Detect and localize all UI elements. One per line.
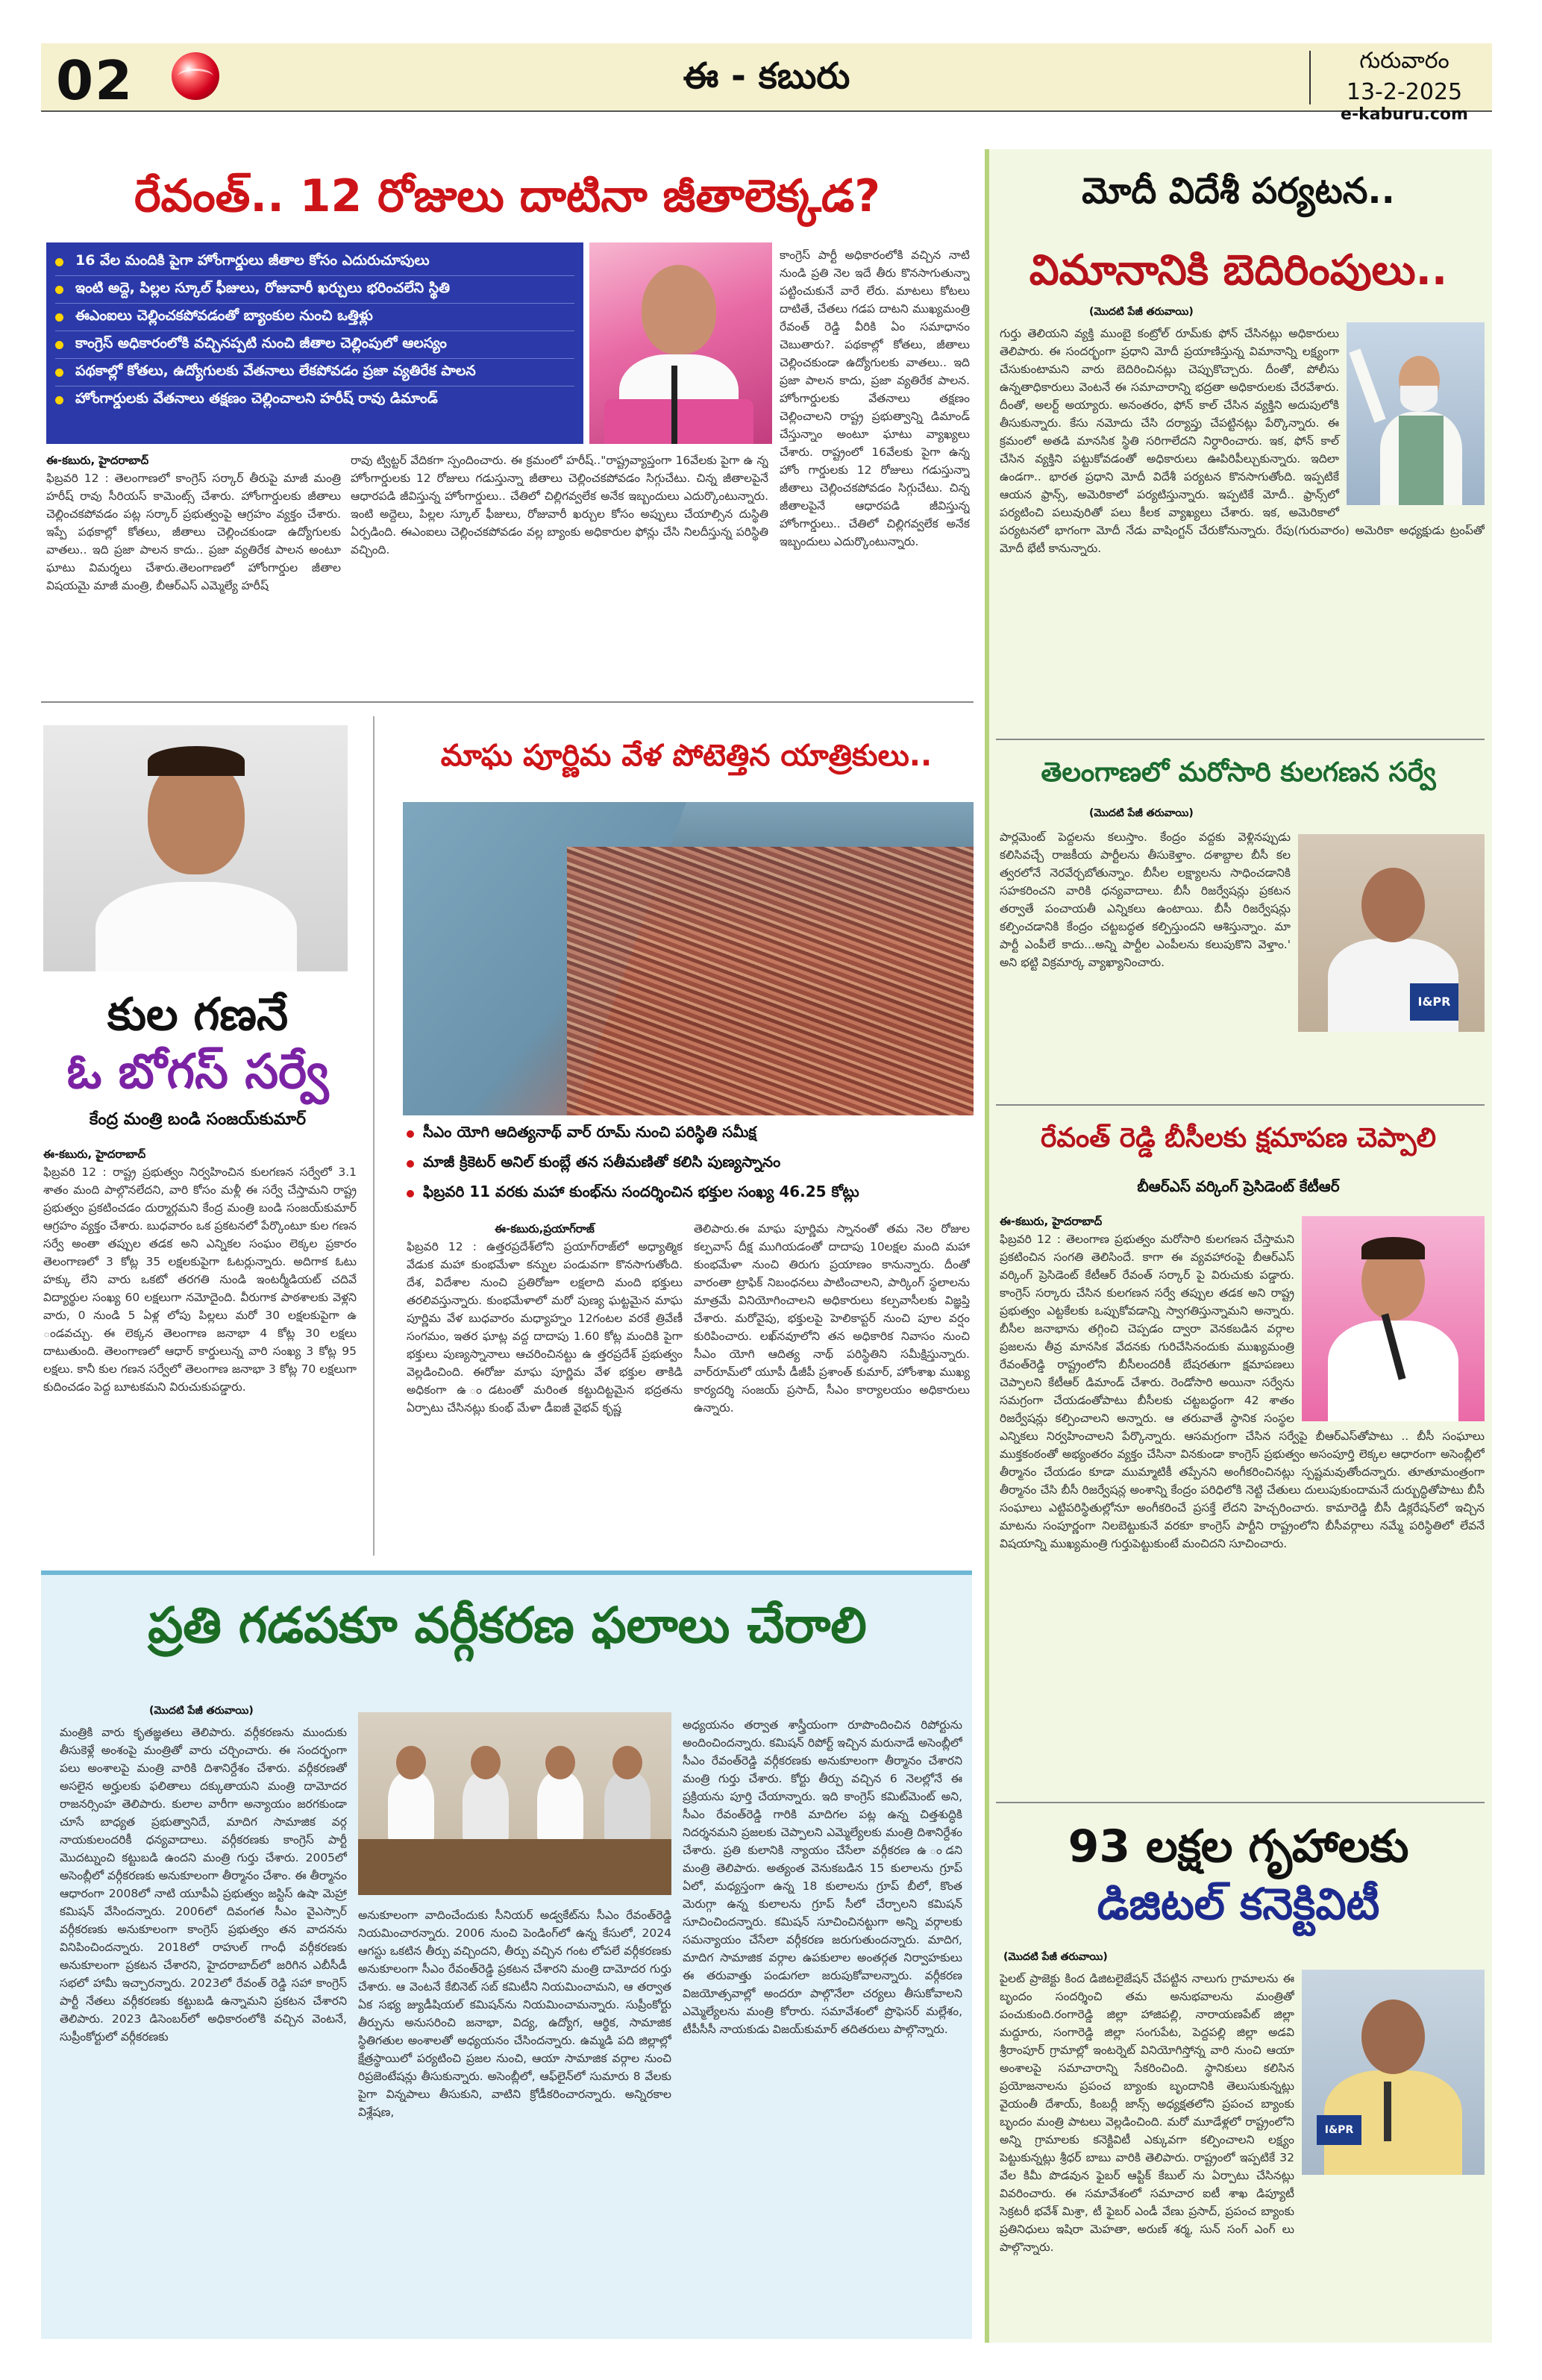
bhatti-vikramarka-photo bbox=[1298, 834, 1485, 1032]
column-divider bbox=[373, 716, 374, 1556]
caste-survey-headline-line1: కుల గణనే bbox=[107, 989, 289, 1041]
lead-bullet: ఇంటి అద్దె, పిల్లల స్కూల్ ఫీజులు, రోజువారీ ఖర్చులు భరించలేని స్థితి bbox=[55, 276, 574, 304]
masthead-url[interactable]: e-kaburu.com bbox=[1341, 105, 1468, 124]
lead-bullet: ఈఎంఐలు చెల్లించకపోవడంతో బ్యాంకుల నుంచి ఒత్తిళ్లు bbox=[55, 304, 574, 331]
modi-photo-spacer bbox=[1339, 325, 1485, 511]
digital-headline-line2: డిజిటల్ కనెక్టివిటీ bbox=[1097, 1879, 1380, 1929]
masthead bbox=[41, 43, 1492, 124]
meeting-photo bbox=[358, 1712, 671, 1895]
page-number: 02 bbox=[56, 49, 134, 112]
telangana-headline: తెలంగాణలో మరోసారి కులగణన సర్వే bbox=[1041, 757, 1436, 788]
ktr-headline: రేవంత్ రెడ్డి బీసీలకు క్షమాపణ చెప్పాలి bbox=[1041, 1123, 1436, 1153]
sridhar-babu-photo bbox=[1302, 1970, 1485, 2175]
kumbh-dateline: ఈ-కబురు,ప్రయాగ్‌రాజ్ bbox=[495, 1222, 595, 1236]
caste-survey-body: ఫిబ్రవరి 12 : రాష్ట్ర ప్రభుత్వం నిర్వహించిన కులగణన సర్వేలో 3.1 శాతం మంది పాల్గొనలేదని, వారి కోసం మళ్లీ ఈ సర్వే చేస్తామని రాష్ట్ర ప్రభుత్వం ప్రకటించడం దుర్మార్గమని కేంద్ర మంత్రి బండి సంజయ్‌కుమార్ ఆగ్రహం వ్యక్తం చేశారు. బుధవారం ఒక ప్రకటనలో పేర్కొంటూ కుల గణన సర్వే అంతా తప్పుల తడక అని ఎన్నికల సంఘం లెక్కల ప్రకారం తెలంగాణలో 3 కోట్ల 35 లక్షలకుపైగా ఓటర్లున్నారు. అదిగాక ఓటు హక్కు లేని వారు ఒకటో తరగతి నుండి ఇంటర్మీడియట్ చదివే విద్యార్థుల సంఖ్య 60 లక్షలుగా నమోదైంది. వీరుగాక పాఠశాలకు వెళ్లని వారు, 0 నుండి 5 ఏళ్ల లోపు పిల్లలు మరో 30 లక్షలకుపైగా ఉ ండవచ్చు. ఈ లెక్కన తెలంగాణ జనాభా 4 కోట్ల 30 లక్షలు దాటుతుంది. తెలంగాణలో ఆధార్ కార్డులున్న వారి సంఖ్య 3 కోట్ల 95 లక్షలు. కానీ కుల గణన సర్వేలో తెలంగాణ జనాభా 3 కోట్ల 70 లక్షలుగా కుదించడం పెద్ద బూటకమని విరుచుకుపడ్డారు. bbox=[43, 1165, 357, 1394]
kumbh-article-col1 bbox=[407, 1220, 683, 1552]
bandi-sanjay-photo bbox=[43, 725, 348, 971]
digital-headline-line1: 93 లక్షల గృహాలకు bbox=[1068, 1820, 1409, 1873]
section-divider bbox=[41, 701, 974, 703]
bullet-dot-icon bbox=[55, 286, 63, 294]
bullet-dot-icon bbox=[407, 1160, 414, 1168]
kumbh-article-col2: తెలిపారు.ఈ మాఘ పూర్ణిమ స్నానంతో తమ నెల రోజుల కల్పవాస్ దీక్ష ముగియడంతో దాదాపు 10లక్షల మంది మహా కుంభమేళా నుంచి తిరుగు ప్రయాణం కానున్నారు. దీంతో వారంతా ట్రాఫిక్ నిబంధనలు పాటించాలని, పార్కింగ్ స్థలాలను మాత్రమే వినియోగించాలని అధికారులు కల్పవాసీలకు విజ్ఞప్తి చేశారు. మరోవైపు, భక్తులపై హెలికాప్టర్ నుంచి పూల వర్షం కురిపించారు. లఖ్‌నవూలోని తన అధికారిక నివాసం నుంచి సీఎం యోగి ఆదిత్య నాథ్ పరిస్థితిని సమీక్షిస్తున్నారు. వార్‌రూమ్‌లో యూపీ డీజీపీ ప్రశాంత్ కుమార్, హోంశాఖ ముఖ్య కార్యదర్శి సంజయ్ ప్రసాద్, సీఎం కార్యాలయం అధికారులు ఉన్నారు. bbox=[694, 1222, 970, 1415]
section-divider bbox=[996, 1802, 1485, 1803]
modi-headline-line1: మోదీ విదేశీ పర్యటన.. bbox=[1082, 170, 1395, 212]
kumbh-headline: మాఘ పూర్ణిమ వేళ పోటెత్తిన యాత్రికులు.. bbox=[440, 739, 933, 773]
lead-headline: రేవంత్.. 12 రోజులు దాటినా జీతాలెక్కడ? bbox=[134, 170, 881, 222]
modi-continuation-tag: (మొదటి పేజీ తరువాయి) bbox=[1089, 306, 1194, 318]
lead-bullet: కాంగ్రెస్ అధికారంలోకి వచ్చినప్పటి నుంచి జీతాల చెల్లింపులో ఆలస్యం bbox=[55, 331, 574, 359]
bullet-dot-icon bbox=[55, 369, 63, 377]
masthead-divider bbox=[1309, 51, 1311, 104]
caste-survey-article bbox=[43, 1145, 357, 1552]
section-divider bbox=[996, 739, 1485, 740]
masthead-date: 13-2-2025 bbox=[1346, 79, 1463, 105]
paper-name: ఈ - కబురు bbox=[683, 55, 850, 97]
classification-article-col1: మంత్రికి వారు కృతజ్ఞతలు తెలిపారు. వర్గీకరణను ముందుకు తీసుకెళ్లే అంశంపై మంత్రితో వారు చర్చించారు. ఈ సందర్భంగా పలు అంశాలపై మంత్రి వారికి దిశానిర్దేశం చేశారు. వర్గీకరణతో అసలైన అర్హులకు ఫలితాలు దక్కుతాయని మంత్రి దామోదర రాజనర్సింహ తెలిపారు. కులాల వారీగా అన్యాయం జరగకుండా చూసే బాధ్యత ప్రభుత్వానిదే, మాదిగ సామాజిక వర్గ నాయకులందరికీ ధన్యవాదాలు. వర్గీకరణకు కాంగ్రెస్ పార్టీ మొదట్నుంచి కట్టుబడి ఉందని మంత్రి గుర్తు చేశారు. 2005లో అసెంబ్లీలో వర్గీకరణకు అనుకూలంగా తీర్మానం చేశాం. ఈ తీర్మానం ఆధారంగా 2008లో నాటి యూపీఏ ప్రభుత్వం జస్టిస్ ఉషా మెహ్రా కమిషన్ వేసిందన్నారు. 2006లో దివంగత సీఎం వైఎస్సార్ వర్గీకరణకు అనుకూలంగా కాంగ్రెస్ ప్రభుత్వం తన వాదనను వినిపించిందన్నారు. 2018లో రాహుల్ గాంధీ వర్గీకరణకు అనుకూలంగా ప్రకటన చేశారని, హైదరాబాద్‌లో జరిగిన ఎబీసీడీ సభలో హామీ ఇచ్చారన్నారు. 2023లో రేవంత్ రెడ్డి సహా కాంగ్రెస్ పార్టీ నేతలు వర్గీకరణకు కట్టుబడి ఉన్నామని ప్రకటన చేశారని తెలిపారు. 2023 డిసెంబర్‌లో అధికారంలోకి వచ్చిన వెంటనే, సుప్రీంకోర్టులో వర్గీకరణకు bbox=[60, 1726, 347, 2044]
ktr-article bbox=[1000, 1212, 1485, 1787]
ipr-logo: I&PR bbox=[1317, 2115, 1361, 2145]
ktr-body: ఫిబ్రవరి 12 : తెలంగాణ ప్రభుత్వం మరోసారి కులగణన చేస్తామని ప్రకటించిన సంగతి తెలిసిందే. కాగా ఈ వ్యవహారంపై బీఆర్ఎస్ వర్కింగ్ ప్రెసిడెంట్ కేటీఆర్ రేవంత్ సర్కార్ పై విరుచుకు పడ్డారు. కాంగ్రెస్ సర్కారు చేసిన కులగణన సర్వే తప్పుల తడక అని రాష్ట్ర ప్రభుత్వం ఎట్టకేలకు ఒప్పుకోవడాన్ని స్వాగతిస్తున్నామని అన్నారు. బీసీల జనాభాను తగ్గించి చెప్పడం ద్వారా వెనకబడిన వర్గాల ప్రజలను తీవ్ర మానసిక వేదనకు గురిచేసినందుకు ముఖ్యమంత్రి రేవంత్‌రెడ్డి రాష్ట్రంలోని బీసీలందరికీ బేషరతుగా క్షమాపణలు చెప్పాలని కేటీఆర్ డిమాండ్ చేశారు. రెండోసారి అయినా సర్వేను సమగ్రంగా చేయడంతోపాటు బీసీలకు చట్టబద్ధంగా 42 శాతం రిజర్వేషన్లు కల్పించాలని అన్నారు. ఆ తరువాతే స్థానిక సంస్థల ఎన్నికలు నిర్వహించాలని పేర్కొన్నారు. ఆసమగ్రంగా చేసిన సర్వేపై బీఆర్ఎస్‌తోపాటు .. బీసీ సంఘాలు ముక్తకంఠంతో అభ్యంతరం వ్యక్తం చేసినా వినకుండా కాంగ్రెస్ ప్రభుత్వం అసంపూర్తి లెక్కల ఆధారంగా అసెంబ్లీలో తీర్మానం చేయడం కూడా ముమ్మాటికీ తప్పేనని అంగీకరించినట్లు స్పష్టమవుతోందన్నారు. తూతూమంత్రంగా తీర్మానం చేసి బీసీ రిజర్వేషన్ల అంశాన్ని కేంద్రం పరిధిలోకి నెట్టి చేతులు దులుపుకుందామనే దుర్బుద్ధితోపాటు బీసీ సంఘాలు ఎట్టిపరిస్థితుల్లోనూ అంగీకరించే ప్రసక్తే లేదని హెచ్చరించారు. కామారెడ్డి బీసీ డిక్లరేషన్‌లో ఇచ్చిన మాటను సంపూర్ణంగా నిలబెట్టుకునే వరకూ కాంగ్రెస్ పార్టీని రాష్ట్రంలోని బీసీవర్గాలు నమ్మే పరిస్థితిలో లేవనే విషయాన్ని ముఖ్యమంత్రి గుర్తుపెట్టుకుంటే మంచిదని సూచించారు. bbox=[1000, 1233, 1485, 1550]
modi-headline-line2: విమానానికి బెదిరింపులు.. bbox=[1029, 246, 1448, 295]
kumbh-crowd-photo bbox=[403, 802, 974, 1115]
lead-article-col2: రావు ట్విట్టర్ వేదికగా స్పందించారు. ఈ క్రమంలో హరీష్.."రాష్ట్రవ్యాప్తంగా 16వేలకు పైగా ఉ న్న హోంగార్డులకు 12 రోజులు గడుస్తున్నా జీతాలు చెల్లించకపోవడం సిగ్గుచేటు. చిన్న జీతాలపైనే ఆధారపడి జీవిస్తున్న హోంగార్డులు.. చేతిలో చిల్లిగవ్వలేక అనేక ఇబ్బందులు ఎదుర్కొంటున్నారు. ఇంటి అద్దెలు, పిల్లల స్కూల్ ఫీజులు, రోజువారీ ఖర్చుల కోసం అప్పులు చేయాల్సిన దుస్థితి ఏర్పడింది. ఈఎంఐలు చెల్లించకపోవడం వల్ల బ్యాంకు అధికారుల ఫోన్లు చేసి నిలదీస్తున్న పరిస్థితి వచ్చింది. bbox=[351, 454, 768, 557]
caste-survey-dateline: ఈ-కబురు, హైదరాబాద్ bbox=[43, 1147, 146, 1161]
bullet-dot-icon bbox=[55, 396, 63, 404]
harish-rao-photo bbox=[589, 242, 772, 444]
modi-article bbox=[1000, 325, 1485, 727]
masthead-date-block bbox=[1324, 48, 1485, 124]
lead-body-1: ఫిబ్రవరి 12 : తెలంగాణలో కాంగ్రెస్ సర్కార్ తీరుపై మాజీ మంత్రి హరీష్ రావు సీరియస్ కామెంట్స్ చేశారు. హోంగార్డులకు జీతాలు చెల్లించకపోవడం పట్ల సర్కార్ ప్రభుత్వంపై ఆగ్రహం వ్యక్తం చేశారు. ఇప్పే పథకాల్లో కోతలు, జీతాలు చెల్లించకుండా ఉద్యోగులకు వాతలు.. ఇది ప్రజా పాలన కాదు.. ప్రజా వ్యతిరేక పాలన అంటూ ఘాటు విమర్శలు చేశారు.తెలంగాణలో హోంగార్డుల జీతాల విషయమై మాజీ మంత్రి, బీఆర్ఎస్ ఎమ్మెల్యే హరీష్ bbox=[46, 472, 341, 592]
classification-article-col3: అధ్యయనం తర్వాత శాస్త్రీయంగా రూపొందించిన రిపోర్టును అందించిందన్నారు. కమిషన్ రిపోర్ట్ ఇచ్చిన మరునాడే అసెంబ్లీలో సీఎం రేవంత్‌రెడ్డి వర్గీకరణకు అనుకూలంగా తీర్మానం చేశారని మంత్రి గుర్తు చేశారు. కోర్టు తీర్పు వచ్చిన 6 నెలల్లోనే ఈ ప్రక్రియను పూర్తి చేయాన్నారు. ఇది కాంగ్రెస్ కమిట్‌మెంట్ అని, సీఎం రేవంత్‌రెడ్డి గారికి మాదిగల పట్ల ఉన్న చిత్తశుద్ధికి నిదర్శనమని ప్రజలకు చెప్పాలని ఎమ్మెల్యేలకు మంత్రి దిశానిర్దేశం చేశారు. ప్రతి కులానికి న్యాయం చేసేలా వర్గీకరణ ఉ ండని మంత్రి తెలిపారు. అత్యంత వెనుకబడిన 15 కులాలను గ్రూప్ ఏ‌లో, మధ్యస్తంగా ఉన్న 18 కులాలను గ్రూప్ బీ‌లో, కొంత మెరుగ్గా ఉన్న కులాలను గ్రూప్ సీ‌లో చేర్చాలని కమిషన్ సూచించిందన్నారు. కమిషన్ సూచించినట్టుగా అన్ని వర్గాలకు సమన్యాయం చేసేలా వర్గీకరణ జరుగుతుందన్నారు. మాదిగ, మాదిగ సామాజిక వర్గాల ఉపకులాల అంతర్గత నిర్వాహకులు ఈ తరువాత్తు పండుగలా జరుపుకోవాలన్నారు. వర్గీకరణ విజయోత్సవాల్లో అందరూ పాల్గొనేలా చర్యలు తీసుకోవాలని ఎమ్మెల్యేలను మంత్రి కోరారు. సమావేశంలో ప్రొఫెసర్ మల్లేశం, టీపీసీసీ నాయకుడు విజయ్‌కుమార్ తదితరులు పాల్గొన్నారు. bbox=[683, 1718, 962, 2036]
ktr-dateline: ఈ-కబురు, హైదరాబాద్ bbox=[1000, 1215, 1103, 1228]
telangana-article: పార్లమెంట్ పెద్దలను కలుస్తాం. కేంద్రం వద్దకు వెళ్లినప్పుడు కలిసివచ్చే రాజకీయ పార్టీలను తీసుకెళ్తాం. దశాబ్దాల బీసీ కల త్వరలోనే నెరవేర్చబోతున్నాం. బీసీల లక్ష్యాలను సాధించడానికి సహకరించని వారికి ధన్యవాదాలు. బీసీ రిజర్వేషన్లు ప్రకటన తర్వాతే పంచాయతీ ఎన్నికలు ఉంటాయి. బీసీ రిజర్వేషన్లు కల్పించడానికి కేంద్రం చట్టబద్ధత కల్పిస్తుందని ఆశిస్తున్నాం. మా పార్టీ ఎంపీలే కాదు...అన్ని పార్టీల ఎంపీలను కలుపుకొని వెళ్తాం.' అని భట్టి విక్రమార్క వ్యాఖ్యానించారు. bbox=[1000, 830, 1291, 969]
lead-bullet: 16 వేల మందికి పైగా హోంగార్డులు జీతాల కోసం ఎదురుచూపులు bbox=[55, 248, 574, 276]
bullet-dot-icon bbox=[407, 1130, 414, 1138]
kumbh-bullet: ఫిబ్రవరి 11 వరకు మహా కుంభ్‌ను సందర్శించిన భక్తుల సంఖ్య 46.25 కోట్లు bbox=[407, 1183, 859, 1204]
digital-article: పైలట్ ప్రాజెక్టు కింద డిజిటలైజేషన్ చేపట్టిన నాలుగు గ్రామాలను ఈ బృందం సందర్శించి తమ అనుభవాలను మంత్రితో పంచుకుంది.రంగారెడ్డి జిల్లా హాజిపల్లి, నారాయణపేట్ జిల్లా మద్దూరు, సంగారెడ్డి జిల్లా సంగుపేట, పెద్దపల్లి జిల్లా అడవి శ్రీరాంపూర్ గ్రామాల్లో ఇంటర్నెట్ వినియోగిస్తోన్న వారి నుంచి ఆయా అంశాలపై సమాచారాన్ని సేకరించింది. స్థానికులు కలిసిన ప్రయోజనాలను ప్రపంచ బ్యాంకు బృందానికి తెలుసుకున్నట్లు వైయంతీ దేశాయ్, కింబర్లీ జాన్స్ అధ్యక్షతలోని ప్రపంచ బ్యాంకు బృందం మంత్రి పాటలు వెల్లడించింది. మరో మూడేళ్లలో రాష్ట్రంలోని అన్ని గ్రామాలకు కనెక్టివిటీ ఎక్కువగా కల్పించాలని లక్ష్యం పెట్టుకున్నట్లు శ్రీధర్ బాబు వారికి తెలిపారు. రాష్ట్రంలో ఇప్పటికే 32 వేల కిమీ పొడవున ఫైబర్ ఆప్టిక్ కేబుల్ ను ఏర్పాటు చేసినట్లు వివరించారు. ఈ సమావేశంలో సమాచార ఐటీ శాఖ డిప్యూటీ సెక్రటరీ భవేశ్ మిశ్రా, టీ ఫైబర్ ఎండీ వేణు ప్రసాద్, ప్రపంచ బ్యాంకు ప్రతినిధులు ఇషిరా మెహతా, అరుణ్ శర్మ, సున్ సంగ్ ఎంగ్ లు పాల్గొన్నారు. bbox=[1000, 1972, 1294, 2254]
bullet-dot-icon bbox=[55, 258, 63, 266]
modi-body: గుర్తు తెలియని వ్యక్తి ముంబై కంట్రోల్ రూమ్‌కు ఫోన్ చేసినట్లు అధికారులు తెలిపారు. ఈ సందర్భంగా ప్రధాని మోదీ ప్రయాణిస్తున్న విమానాన్ని లక్ష్యంగా చేసుకుంటామని వారు బెదిరించినట్లు చెప్పుకొచ్చారు. దీంతో, పోలీసు ఉన్నతాధికారులు వెంటనే ఈ సమాచారాన్ని భద్రతా అధికారులకు చేరవేశారు. దీంతో, అలర్ట్ అయ్యారు. అనంతరం, ఫోన్ కాల్ చేసిన వ్యక్తిని అదుపులోకి తీసుకున్నారు. కేసు నమోదు చేసి దర్యాప్తు చేపట్టినట్లు పేర్కొన్నారు. ఈ క్రమంలో అతడి మానసిక స్థితి సరిగాలేదని నిర్ధారించారు. ఇక, ఫోన్ కాల్ చేసిన వ్యక్తిని పట్టుకోవడంతో అధికారులు ఊపిరిపీల్చుకున్నారు. ఇదిలా ఉండగా.. భారత ప్రధాని మోదీ విదేశీ పర్యటన కొనసాగుతోంది. ఇప్పటికే ఆయన ఫ్రాన్స్, అమెరికాలో పర్యటిస్తున్నారు. ఇప్పటికే మోదీ.. ఫ్రాన్స్‌లో పర్యటించి పలువురితో పలు కీలక వ్యాఖ్యలు చేశారు. ఇక, అమెరికాలో పర్యటనలో భాగంగా మోదీ నేడు వాషింగ్టన్ చేరుకోనున్నారు. రేపు(గురువారం) అమెరికా అధ్యక్షుడు ట్రంప్‌తో మోదీ భేటీ కానున్నారు. bbox=[1000, 327, 1485, 555]
lead-bullet-box bbox=[46, 242, 583, 444]
bullet-dot-icon bbox=[55, 313, 63, 322]
classification-article-col2: అనుకూలంగా వాదించేందుకు సీనియర్ అడ్వకేట్‌ను సీఎం రేవంత్‌రెడ్డి నియమించారన్నారు. 2006 నుంచి పెండింగ్‌లో ఉన్న కేసులో, 2024 ఆగస్టు ఒకటిన తీర్పు వచ్చిందని, తీర్పు వచ్చిన గంట లోపలే వర్గీకరణకు అనుకూలంగా సీఎం రేవంత్‌రెడ్డి ప్రకటన చేశారని మంత్రి దామోదర గుర్తు చేశారు. ఆ వెంటనే కేబినెట్ సబ్ కమిటీని నియమించామని, ఆ తర్వాత ఏక సభ్య జ్యుడీషియల్ కమిషన్‌ను నియమించామన్నారు. సుప్రీంకోర్టు తీర్పును అనుసరించి జనాభా, విద్య, ఉద్యోగ, ఆర్థిక, సామాజిక స్థితిగతుల అంశాలతో అధ్యయనం చేసిందన్నారు. ఉమ్మడి పది జిల్లాల్లో క్షేత్రస్థాయిలో పర్యటించి ప్రజల నుంచి, ఆయా సామాజిక వర్గాల నుంచి రిప్రజెంటేషన్లు తీసుకున్నారు. అసెంబ్లీలో, ఆఫ్‌లైన్‌లో సుమారు 8 వేలకు పైగా విన్నపాలు తీసుకుని, వాటిని క్రోడీకరించారన్నారు. అన్నిరకాల విశ్లేషణ, bbox=[358, 1908, 671, 2119]
caste-survey-headline-line2: ఓ బోగస్ సర్వే bbox=[66, 1045, 329, 1100]
ipr-logo: I&PR bbox=[1410, 983, 1458, 1021]
lead-bullet: హోంగార్డులకు వేతనాలు తక్షణం చెల్లించాలని హరీష్ రావు డిమాండ్ bbox=[55, 386, 574, 414]
bullet-dot-icon bbox=[407, 1190, 414, 1197]
classification-continuation-tag: (మొదటి పేజీ తరువాయి) bbox=[149, 1705, 254, 1717]
classification-headline: ప్రతి గడపకూ వర్గీకరణ ఫలాలు చేరాలి bbox=[148, 1597, 867, 1654]
lead-bullet: పథకాల్లో కోతలు, ఉద్యోగులకు వేతనాలు లేకపోవడం ప్రజా వ్యతిరేక పాలన bbox=[55, 359, 574, 386]
ktr-photo-spacer bbox=[1294, 1212, 1485, 1425]
bullet-dot-icon bbox=[55, 341, 63, 349]
telangana-continuation-tag: (మొదటి పేజీ తరువాయి) bbox=[1089, 807, 1194, 819]
ktr-subhead: బీఆర్ఎస్ వర్కింగ్ ప్రెసిడెంట్ కేటీఆర్ bbox=[1137, 1177, 1340, 1195]
masthead-day: గురువారం bbox=[1359, 48, 1449, 74]
kumbh-body-1: ఫిబ్రవరి 12 : ఉత్తరప్రదేశ్‌లోని ప్రయాగ్‌రాజ్‌లో అధ్యాత్మిక వేడుక మహా కుంభమేళా కన్నుల పండువగా కొనసాగుతోంది. దేశ, విదేశాల నుంచి ప్రతిరోజూ లక్షలాది మంది భక్తులు తరలివస్తున్నారు. కుంభమేళాలో మరో పుణ్య ఘట్టమైన మాఘ పూర్ణిమ వేళ బుధవారం మధ్యాహ్నం 12గంటల వరకే త్రివేణీ సంగమం, ఇతర ఘాట్ల వద్ద దాదాపు 1.60 కోట్ల మందికి పైగా భక్తులు పుణ్యస్నానాలు ఆచరించినట్టు ఉ త్తరప్రదేశ్ ప్రభుత్వం వెల్లడించింది. ఈరోజు మాఘ పూర్ణిమ వేళ భక్తుల తాకిడి అధికంగా ఉ ండటంతో మరింత కట్టుదిట్టమైన భద్రతను ఏర్పాటు చేసినట్లు కుంభ్ మేళా డీఐజీ వైభవ్ కృష్ణ bbox=[407, 1240, 683, 1415]
lead-article-col3: కాంగ్రెస్ పార్టీ అధికారంలోకి వచ్చిన నాటి నుండి ప్రతి నెల ఇదే తీరు కొనసాగుతున్నా పట్టించుకునే వారే లేరు. మాటలు కోటలు దాటితే, చేతలు గడప దాటని ముఖ్యమంత్రి రేవంత్ రెడ్డి వీరికి ఏం సమాధానం చెబుతారు?. పథకాల్లో కోతలు, జీతాలు చెల్లించకుండా ఉద్యోగులకు వాతలు.. ఇది ప్రజా పాలన కాదు, ప్రజా వ్యతిరేక పాలన. హోంగార్డులకు వేతనాలు తక్షణం చెల్లించాలని రాష్ట్ర ప్రభుత్వాన్ని డిమాండ్ చేస్తున్నాం అంటూ ఘాటు వ్యాఖ్యలు చేశారు. రాష్ట్రంలో 16వేలకు పైగా ఉన్న హోం గార్డులకు 12 రోజులు గడుస్తున్నా జీతాలు చెల్లించకపోవడం సిగ్గుచేటు. చిన్న జీతాలపైనే ఆధారపడి జీవిస్తున్న హోంగార్డులు.. చేతిలో చిల్లిగవ్వలేక అనేక ఇబ్బందులు ఎదుర్కొంటున్నారు. bbox=[780, 248, 970, 548]
kumbh-bullet: మాజీ క్రికెటర్ అనిల్ కుంబ్లే తన సతీమణితో కలిసి పుణ్యస్నానం bbox=[407, 1153, 780, 1174]
caste-survey-subhead: కేంద్ర మంత్రి బండి సంజయ్‌కుమార్ bbox=[89, 1110, 307, 1129]
digital-continuation-tag: (మొదటి పేజీ తరువాయి) bbox=[1003, 1951, 1108, 1963]
lead-article-col1 bbox=[46, 451, 341, 694]
kumbh-bullet: సీఎం యోగి ఆదిత్యనాథ్ వార్ రూమ్ నుంచి పరిస్థితి సమీక్ష bbox=[407, 1123, 756, 1144]
section-divider bbox=[996, 1104, 1485, 1106]
lead-dateline: ఈ-కబురు, హైదరాబాద్ bbox=[46, 454, 149, 467]
